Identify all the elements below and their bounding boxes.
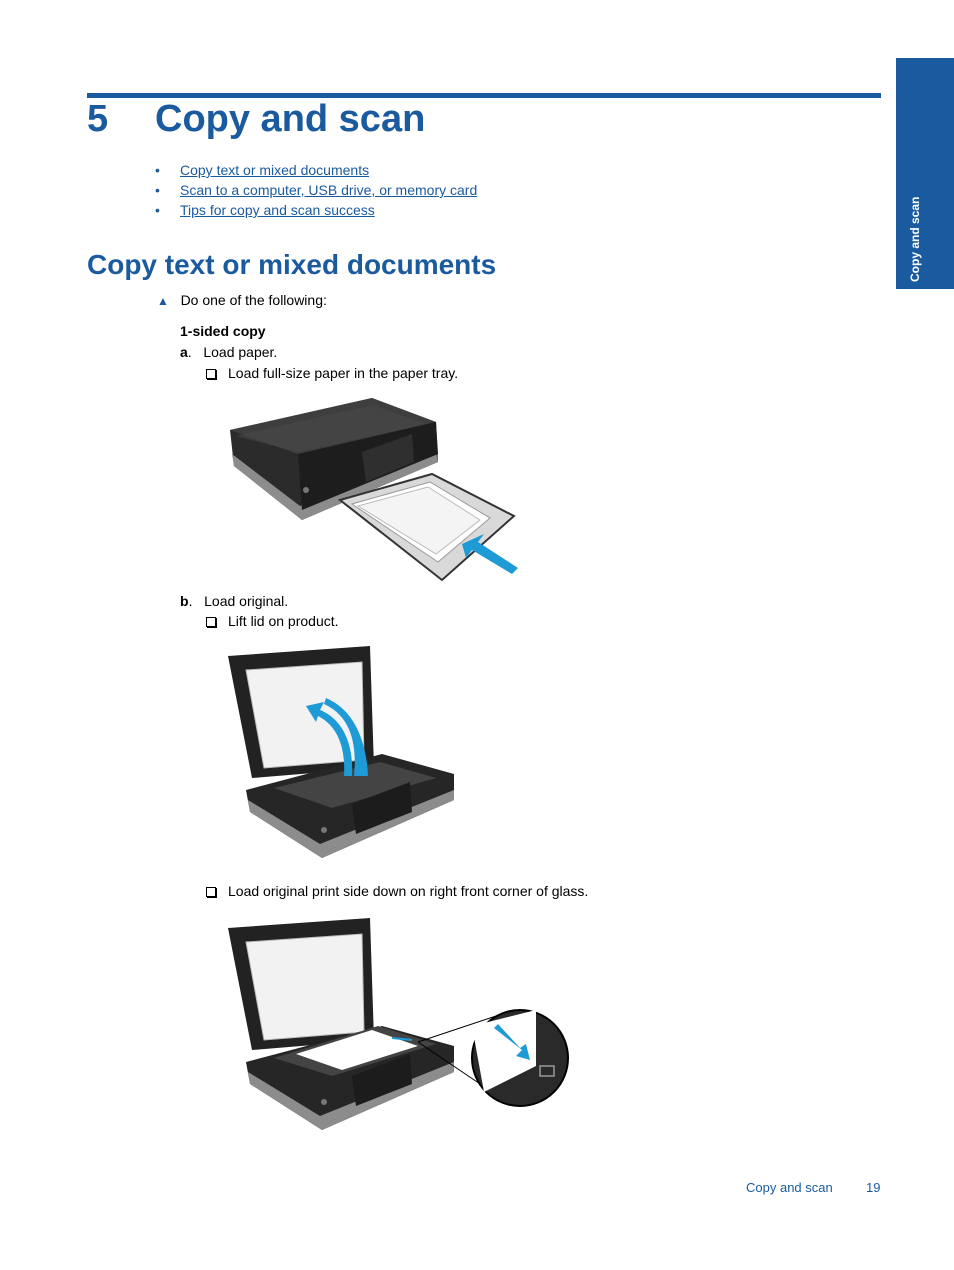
step-b-text: Load original. <box>204 593 289 609</box>
printer-lift-lid-illustration <box>222 644 458 864</box>
printer-load-original-illustration <box>222 916 574 1138</box>
bullet-icon: • <box>155 162 160 178</box>
triangle-up-icon: ▲ <box>157 294 169 308</box>
step-b-bullet <box>206 611 339 631</box>
step-a: a. Load paper. <box>180 344 278 360</box>
subheading: 1-sided copy <box>180 323 266 339</box>
chapter-title <box>87 96 425 142</box>
toc-item <box>155 160 477 180</box>
step-b-bullet2-text: Load original print side down on right front corner of glass. <box>228 883 589 899</box>
step-intro-text: Do one of the following: <box>180 292 327 308</box>
checkbox-icon <box>206 369 216 379</box>
step-intro <box>157 290 327 311</box>
step-marker: a <box>180 344 188 360</box>
chapter-number: 5 <box>87 98 109 140</box>
toc-link-tips[interactable]: Tips for copy and scan success <box>180 202 375 218</box>
side-tab-label: Copy and scan <box>908 196 922 282</box>
checkbox-icon <box>206 887 216 897</box>
bullet-icon: • <box>155 202 160 218</box>
section-heading: Copy text or mixed documents <box>87 249 497 280</box>
checkbox-icon <box>206 617 216 627</box>
step-a-bullet-text: Load full-size paper in the paper tray. <box>228 365 459 381</box>
printer-load-paper-illustration <box>222 392 522 588</box>
chapter-title-text: Copy and scan <box>155 98 426 140</box>
step-a-bullet <box>206 363 458 383</box>
step-b-bullet-text: Lift lid on product. <box>228 613 339 629</box>
footer-label: Copy and scan <box>746 1180 833 1195</box>
side-tab <box>896 58 954 289</box>
step-b-bullet-2 <box>206 881 588 901</box>
toc-link-copy[interactable]: Copy text or mixed documents <box>180 162 370 178</box>
bullet-icon: • <box>155 182 160 198</box>
step-a-text: Load paper. <box>203 344 278 360</box>
step-marker: b <box>180 593 189 609</box>
page-number: 19 <box>866 1180 881 1195</box>
toc-link-scan[interactable]: Scan to a computer, USB drive, or memory card <box>180 182 478 198</box>
toc-item <box>155 180 477 200</box>
step-b: b. Load original. <box>180 593 289 609</box>
toc-item <box>155 200 477 220</box>
chapter-toc <box>155 160 477 220</box>
